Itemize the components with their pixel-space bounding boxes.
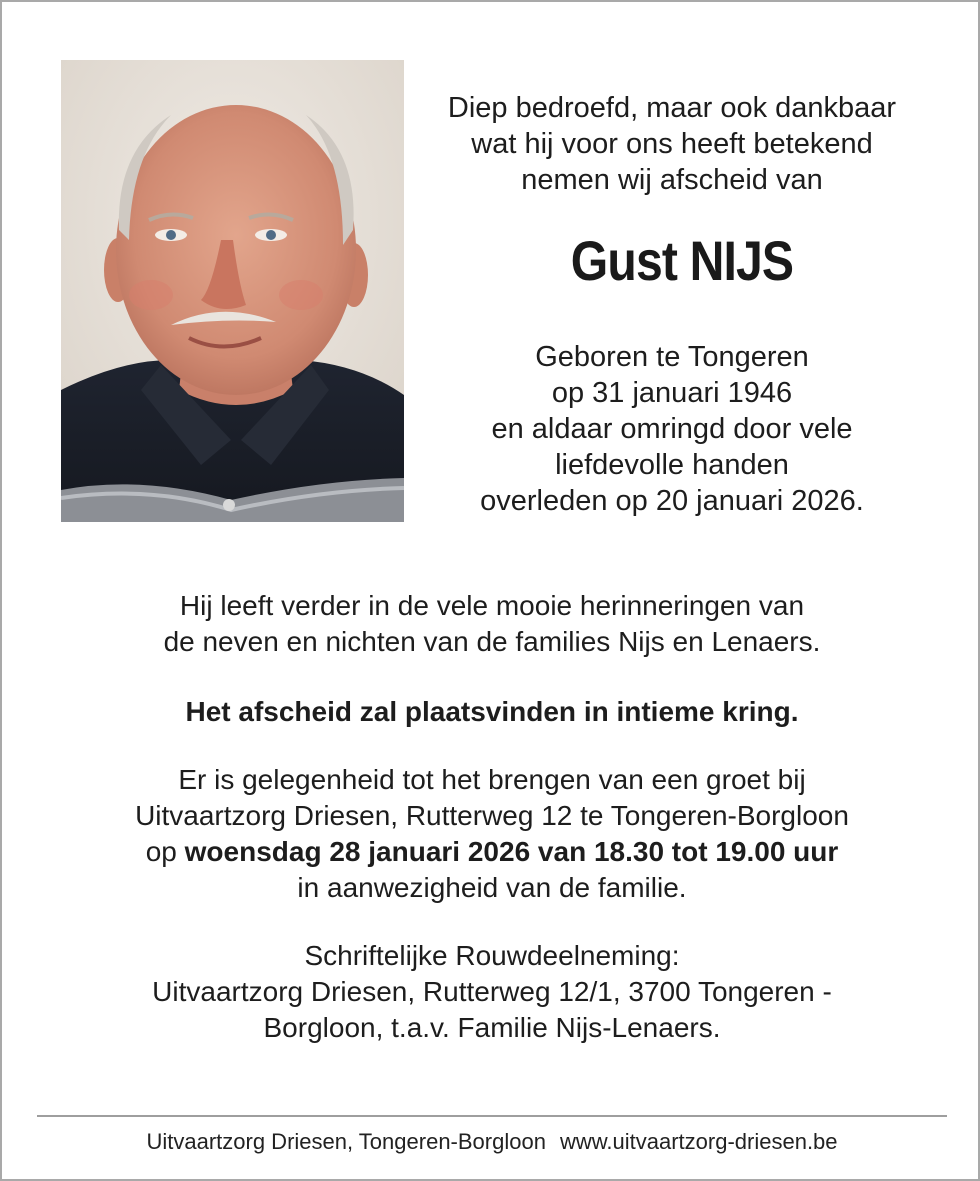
intro-text [422, 90, 922, 198]
memory-paragraph [42, 588, 942, 660]
memory-line-2: de neven en nichten van de families Nijs en Lenaers. [163, 626, 821, 657]
intro-line-1: Diep bedroefd, maar ook dankbaar [447, 92, 897, 124]
written-line-2: Uitvaartzorg Driesen, Rutterweg 12/1, 3700 Tongeren - [152, 976, 832, 1007]
written-line-3: Borgloon, t.a.v. Familie Nijs-Lenaers. [263, 1012, 721, 1043]
born-line-2: op 31 januari 1946 [551, 377, 793, 409]
born-line-3: en aldaar omringd door vele [491, 413, 853, 445]
written-line-1: Schriftelijke Rouwdeelneming: [304, 940, 680, 971]
portrait-photo [61, 60, 404, 522]
visit-line-3-prefix: op [145, 836, 185, 867]
born-line-5: overleden op 20 januari 2026. [480, 485, 864, 517]
footer-website-link[interactable]: www.uitvaartzorg-driesen.be [559, 1129, 838, 1154]
visit-line-3 [42, 834, 942, 870]
visit-line-4: in aanwezigheid van de familie. [297, 872, 687, 903]
portrait-illustration [61, 60, 404, 522]
memory-line-1: Hij leeft verder in de vele mooie herinneringen van [179, 590, 805, 621]
written-condolence [42, 938, 942, 1046]
deceased-name: Gust NIJS [570, 229, 794, 292]
footer-company: Uitvaartzorg Driesen, Tongeren-Borgloon [146, 1129, 546, 1154]
born-line-4: liefdevolle handen [555, 449, 789, 481]
visit-paragraph [42, 762, 942, 906]
visit-date-time: woensdag 28 januari 2026 van 18.30 tot 19.00 uur [184, 836, 839, 867]
born-line-1: Geboren te Tongeren [535, 341, 809, 373]
farewell-text: Het afscheid zal plaatsvinden in intieme kring. [185, 696, 799, 727]
birth-death-text [422, 339, 922, 519]
footer-divider [37, 1115, 947, 1117]
visit-line-2: Uitvaartzorg Driesen, Rutterweg 12 te Tongeren-Borgloon [135, 800, 849, 831]
visit-line-1: Er is gelegenheid tot het brengen van een groet bij [178, 764, 806, 795]
footer [42, 1128, 942, 1156]
intro-line-2: wat hij voor ons heeft betekend [471, 128, 873, 160]
farewell-notice [42, 694, 942, 730]
intro-line-3: nemen wij afscheid van [521, 164, 823, 196]
